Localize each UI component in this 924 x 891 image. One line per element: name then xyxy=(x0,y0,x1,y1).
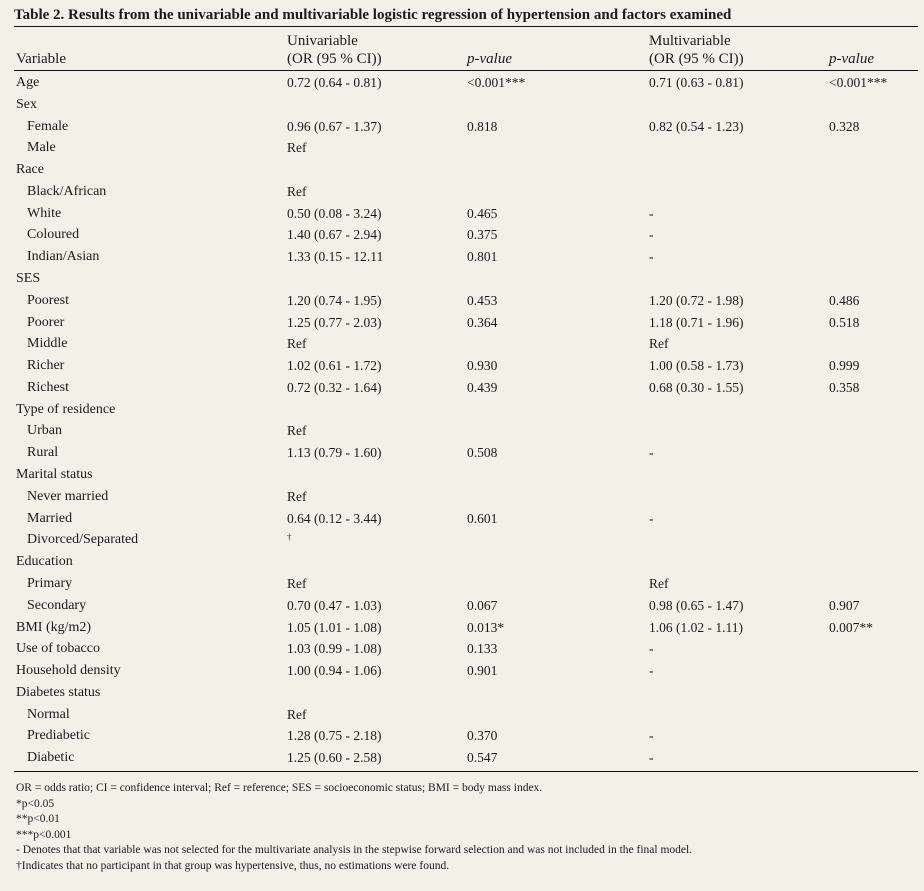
row-variable: Primary xyxy=(27,575,73,591)
row-univariable-or: Ref xyxy=(287,575,307,591)
row-multivariable-p: 0.486 xyxy=(829,292,860,308)
row-univariable-p: <0.001*** xyxy=(467,75,526,90)
header-multivariable-label: Multivariable xyxy=(649,33,731,49)
table-row xyxy=(0,268,924,290)
table-row xyxy=(0,399,924,421)
row-univariable-or: 1.02 (0.61 - 1.72) xyxy=(287,358,382,374)
row-multivariable-p: 0.007** xyxy=(829,619,873,635)
row-univariable-p: 0.453 xyxy=(467,292,498,308)
row-univariable-or: Ref xyxy=(287,423,307,439)
row-variable: Marital status xyxy=(16,467,93,483)
table-row xyxy=(0,246,924,268)
header-p-value-2: p-value xyxy=(829,51,874,67)
row-univariable-p: 0.930 xyxy=(467,358,498,374)
table-row xyxy=(0,660,924,682)
table-row xyxy=(0,333,924,355)
row-univariable-or: 1.33 (0.15 - 12.11 xyxy=(287,249,384,265)
row-univariable-or: 1.20 (0.74 - 1.95) xyxy=(287,292,382,308)
row-univariable-or: 1.25 (0.60 - 2.58) xyxy=(287,750,382,766)
row-variable: Normal xyxy=(27,706,70,722)
row-univariable-or: 0.96 (0.67 - 1.37) xyxy=(287,118,382,134)
header-univariable-label: Univariable xyxy=(287,33,358,49)
row-multivariable-or: 0.71 (0.63 - 0.81) xyxy=(649,75,744,90)
row-univariable-or: Ref xyxy=(287,183,307,199)
table-row xyxy=(0,508,924,530)
row-univariable-p: 0.508 xyxy=(467,445,498,461)
row-variable: Indian/Asian xyxy=(27,249,100,265)
note-dash: - Denotes that that variable was not selected for the multivariate analysis in the stepwise forward selection and was not included in the final model. xyxy=(16,844,693,856)
row-variable: Prediabetic xyxy=(27,728,90,744)
table-row xyxy=(0,290,924,312)
row-variable: Richest xyxy=(27,379,69,395)
table-row xyxy=(0,638,924,660)
row-univariable-or: 0.70 (0.47 - 1.03) xyxy=(287,597,382,613)
row-univariable-or: 1.28 (0.75 - 2.18) xyxy=(287,728,382,744)
row-multivariable-or: 1.20 (0.72 - 1.98) xyxy=(649,292,744,308)
row-variable: Diabetic xyxy=(27,750,75,766)
row-univariable-or: 0.72 (0.32 - 1.64) xyxy=(287,379,382,395)
table-notes xyxy=(16,781,916,874)
row-multivariable-or: - xyxy=(649,750,654,766)
row-multivariable-or: Ref xyxy=(649,336,669,352)
row-univariable-p: 0.013* xyxy=(467,619,505,635)
table-row xyxy=(0,486,924,508)
row-variable: Rural xyxy=(27,445,59,461)
table-row xyxy=(0,725,924,747)
row-multivariable-or: 1.00 (0.58 - 1.73) xyxy=(649,358,744,374)
row-multivariable-p: 0.518 xyxy=(829,314,860,330)
table-row xyxy=(0,159,924,181)
table-row xyxy=(0,595,924,617)
row-univariable-or: Ref xyxy=(287,140,307,156)
row-variable: Divorced/Separated xyxy=(27,532,139,548)
row-variable: Secondary xyxy=(27,597,87,613)
note-dagger: †Indicates that no participant in that group was hypertensive, thus, no estimations were found. xyxy=(16,859,450,872)
row-multivariable-p: 0.999 xyxy=(829,358,860,374)
row-variable: Male xyxy=(27,140,56,156)
row-variable: Household density xyxy=(16,663,121,679)
row-univariable-p: 0.801 xyxy=(467,249,498,265)
row-variable: White xyxy=(27,205,62,221)
row-multivariable-p: 0.358 xyxy=(829,379,860,395)
row-variable: Age xyxy=(16,75,40,90)
row-univariable-p: 0.364 xyxy=(467,314,498,330)
table-row xyxy=(0,203,924,225)
row-multivariable-or: - xyxy=(649,510,654,526)
table-row xyxy=(0,181,924,203)
row-univariable-p: 0.067 xyxy=(467,597,498,613)
row-variable: Type of residence xyxy=(16,401,116,417)
row-variable: Middle xyxy=(27,336,68,352)
table-row xyxy=(0,573,924,595)
table-row xyxy=(0,529,924,551)
row-univariable-or: 1.40 (0.67 - 2.94) xyxy=(287,227,382,243)
header-rule xyxy=(14,70,918,71)
row-univariable-or: Ref xyxy=(287,336,307,352)
row-univariable-or: 1.13 (0.79 - 1.60) xyxy=(287,445,382,461)
row-univariable-or: 1.00 (0.94 - 1.06) xyxy=(287,663,382,679)
row-variable: Poorest xyxy=(27,292,69,308)
table-row xyxy=(0,224,924,246)
table-row xyxy=(0,116,924,138)
row-univariable-p: 0.601 xyxy=(467,510,498,526)
table-row xyxy=(0,747,924,769)
row-univariable-p: 0.370 xyxy=(467,728,498,744)
note-p05: *p<0.05 xyxy=(16,797,55,810)
row-variable: Black/African xyxy=(27,183,107,199)
row-univariable-or: Ref xyxy=(287,488,307,504)
row-multivariable-p: <0.001*** xyxy=(829,75,888,90)
header-univariable-sub: (OR (95 % CI)) xyxy=(287,51,382,67)
row-variable: Race xyxy=(16,162,44,178)
note-p01: **p<0.01 xyxy=(16,813,60,825)
row-variable: Sex xyxy=(16,96,37,112)
table-row xyxy=(0,137,924,159)
row-univariable-p: 0.547 xyxy=(467,750,498,766)
row-univariable-or: 1.05 (1.01 - 1.08) xyxy=(287,619,382,635)
row-multivariable-or: 0.68 (0.30 - 1.55) xyxy=(649,379,744,395)
row-variable: BMI (kg/m2) xyxy=(16,619,92,635)
header-multivariable-sub: (OR (95 % CI)) xyxy=(649,51,744,67)
row-multivariable-or: 1.18 (0.71 - 1.96) xyxy=(649,314,744,330)
row-univariable-p: 0.133 xyxy=(467,641,498,657)
row-univariable-p: 0.439 xyxy=(467,379,498,395)
row-multivariable-or: 0.98 (0.65 - 1.47) xyxy=(649,597,744,613)
row-multivariable-or: - xyxy=(649,663,654,679)
row-variable: Poorer xyxy=(27,314,65,330)
row-multivariable-or: 1.06 (1.02 - 1.11) xyxy=(649,619,743,635)
header-univariable xyxy=(287,32,382,68)
table-row xyxy=(0,704,924,726)
row-variable: Female xyxy=(27,118,69,134)
table-row xyxy=(0,464,924,486)
row-variable: Married xyxy=(27,510,73,526)
row-univariable-p: 0.465 xyxy=(467,205,498,221)
row-univariable-p: 0.818 xyxy=(467,118,498,134)
row-univariable-or: Ref xyxy=(287,706,307,722)
row-univariable-or: 1.03 (0.99 - 1.08) xyxy=(287,641,382,657)
header-variable: Variable xyxy=(16,51,66,67)
table-row xyxy=(0,377,924,399)
top-rule xyxy=(14,26,918,27)
header-multivariable xyxy=(649,32,744,68)
row-multivariable-or: - xyxy=(649,728,654,744)
row-multivariable-or: 0.82 (0.54 - 1.23) xyxy=(649,118,744,134)
dagger-mark: † xyxy=(287,532,292,543)
row-univariable-or: 1.25 (0.77 - 2.03) xyxy=(287,314,382,330)
table-row xyxy=(0,72,924,94)
row-multivariable-or: - xyxy=(649,641,654,657)
table-row xyxy=(0,355,924,377)
row-multivariable-or: - xyxy=(649,205,654,221)
row-variable: Education xyxy=(16,554,73,570)
table-row xyxy=(0,682,924,704)
row-variable: Use of tobacco xyxy=(16,641,100,657)
row-univariable-or: 0.64 (0.12 - 3.44) xyxy=(287,510,382,526)
table-row xyxy=(0,312,924,334)
note-abbreviations: OR = odds ratio; CI = confidence interval; Ref = reference; SES = socioeconomic status; BMI = body mass index. xyxy=(16,782,543,794)
row-univariable-p: 0.901 xyxy=(467,663,498,679)
table-title: Table 2. Results from the univariable and multivariable logistic regression of hypertension and factors examined xyxy=(14,7,732,23)
row-variable: Urban xyxy=(27,423,62,439)
row-multivariable-or: - xyxy=(649,227,654,243)
table-row xyxy=(0,551,924,573)
row-multivariable-or: - xyxy=(649,249,654,265)
table-row xyxy=(0,617,924,639)
bottom-rule xyxy=(14,771,918,772)
row-multivariable-or: - xyxy=(649,445,654,461)
table-row xyxy=(0,442,924,464)
row-univariable-or: 0.72 (0.64 - 0.81) xyxy=(287,75,382,90)
row-variable: Coloured xyxy=(27,227,80,243)
row-variable: Never married xyxy=(27,488,109,504)
row-variable: Richer xyxy=(27,358,65,374)
row-variable: SES xyxy=(16,271,41,287)
note-p001: ***p<0.001 xyxy=(16,828,72,841)
table-row xyxy=(0,94,924,116)
row-multivariable-p: 0.328 xyxy=(829,118,860,134)
row-multivariable-or: Ref xyxy=(649,575,669,591)
row-univariable-or: 0.50 (0.08 - 3.24) xyxy=(287,205,382,221)
row-multivariable-p: 0.907 xyxy=(829,597,860,613)
row-variable: Diabetes status xyxy=(16,684,101,700)
row-univariable-or xyxy=(287,529,292,552)
table-row xyxy=(0,420,924,442)
header-p-value-1: p-value xyxy=(467,51,512,67)
row-univariable-p: 0.375 xyxy=(467,227,498,243)
